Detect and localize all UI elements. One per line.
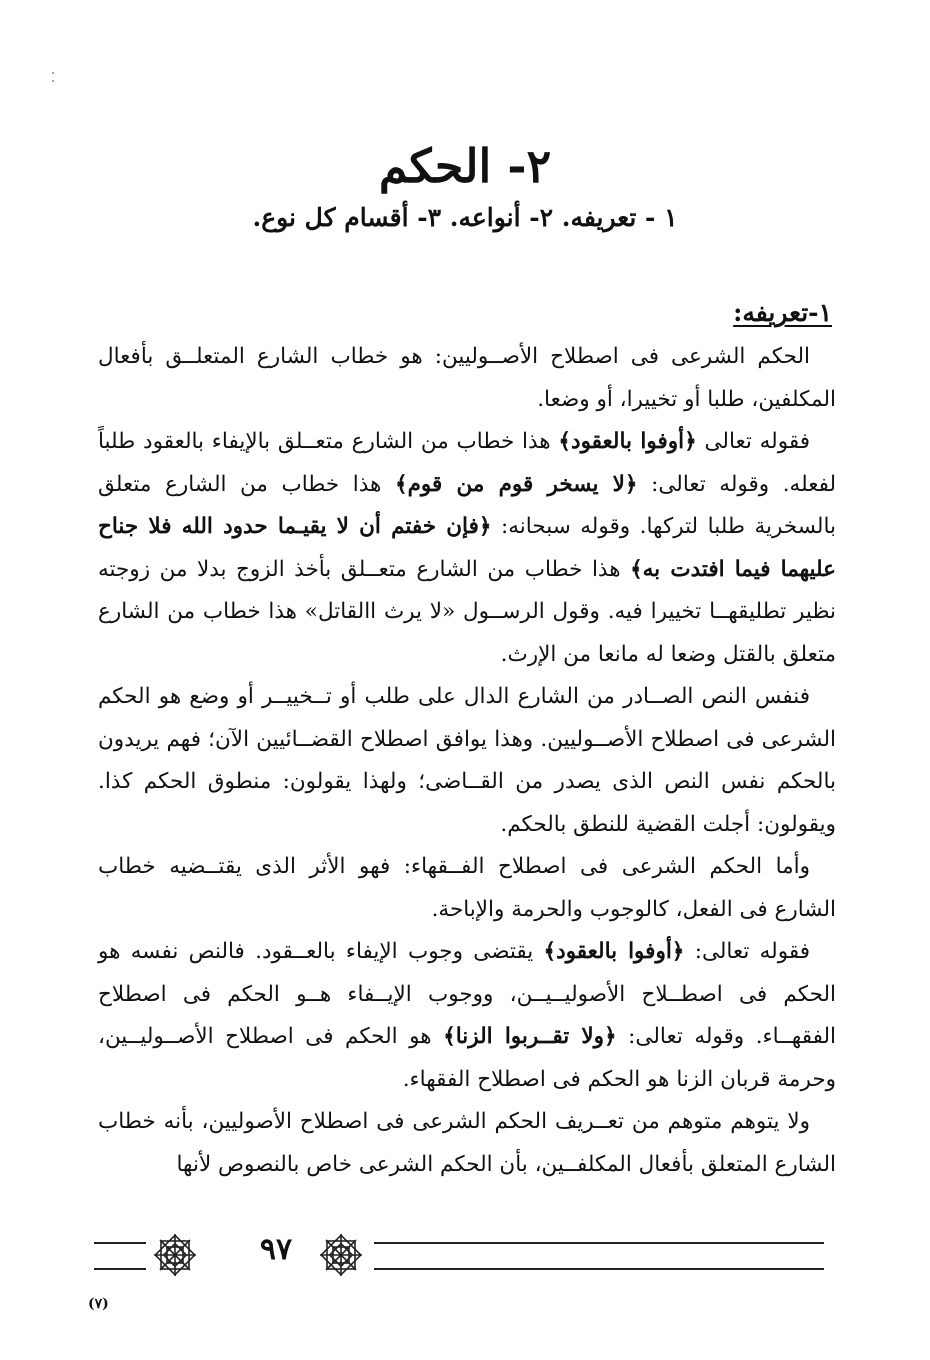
footer-rule-left-bottom	[94, 1268, 146, 1270]
paragraph	[98, 676, 836, 846]
paragraph	[98, 846, 836, 931]
star-ornament-icon	[318, 1232, 364, 1278]
scan-speck	[52, 80, 54, 82]
quranic-verse: ﴿لا يسخر قوم من قوم﴾	[394, 471, 638, 497]
footer-rule-right-bottom	[374, 1268, 824, 1270]
text-run: يقتضى وجوب الإيفاء بالعــقود. فالنص نفسه هو الحكم فى اصطــلاح الأصوليــيــن، ووجوب الإيــفاء هــو الحكم فى اصطلاح الفقهــاء. وقوله تعالى:	[98, 939, 836, 1049]
text-run: فنفس النص الصــادر من الشارع الدال على طلب أو تــخييــر أو وضع هو الحكم الشرعى فى اصطلاح الأصــوليين. وهذا يوافق اصطلاح القضــائيين الآن؛ فهم يريدون بالحكم نفس النص الذى يصدر من القــاضى؛ ولهذا يقولون: منطوق الحكم كذا. ويقولون: أجلت القضية للنطق بالحكم.	[98, 684, 836, 837]
star-ornament-icon	[152, 1232, 198, 1278]
section-heading: ١-تعريفه:	[733, 298, 832, 327]
paragraph	[98, 421, 836, 676]
body-text	[98, 336, 836, 1186]
text-run: الحكم الشرعى فى اصطلاح الأصــوليين: هو خطاب الشارع المتعلــق بأفعال المكلفين، طلبا أو تخييرا، أو وضعا.	[98, 344, 836, 412]
text-run: هذا خطاب من الشارع متعــلق بأخذ الزوج بدلا من زوجته نظير تطليقهــا تخييرا فيه. وقول الرســول «لا يرث االقاتل» هذا خطاب من الشارع متعلق بالقتل وضعا له مانعا من الإرث.	[98, 556, 836, 667]
footer-rule-right-top	[374, 1242, 824, 1244]
text-run: ولا يتوهم متوهم من تعــريف الحكم الشرعى فى اصطلاح الأصوليين، بأنه خطاب الشارع المتعلق بأفعال المكلفــين، بأن الحكم الشرعى خاص بالنصوص لأنها	[98, 1109, 836, 1177]
footer-rule-left-top	[94, 1242, 146, 1244]
chapter-title: ٢- الحكم	[378, 139, 552, 193]
text-run: هذا خطاب من الشارع متعــلق بالإيفاء بالعقود طلباً لفعله. وقوله تعالى:	[98, 429, 837, 497]
quranic-verse: ﴿ولا تقــربوا الزنا﴾	[443, 1024, 617, 1049]
text-run: هذا خطاب من الشارع متعلق بالسخرية طلبا لتركها. وقوله سبحانه:	[98, 471, 836, 539]
text-run: فقوله تعالى:	[684, 939, 810, 964]
text-run: وأما الحكم الشرعى فى اصطلاح الفــقهاء: فهو الأثر الذى يقتــضيه خطاب الشارع فى الفعل، كالوجوب والحرمة والإباحة.	[98, 854, 836, 922]
paragraph	[98, 931, 836, 1101]
scan-speck	[52, 72, 54, 74]
text-run: هو الحكم فى اصطلاح الأصــوليــين، وحرمة قربان الزنا هو الحكم فى اصطلاح الفقهاء.	[98, 1024, 836, 1092]
signature-mark: (٧)	[88, 1296, 109, 1312]
quranic-verse: ﴿أوفوا بالعقود﴾	[543, 939, 685, 964]
paragraph	[98, 1101, 836, 1186]
quranic-verse: ﴿فإن خفتم أن لا يقيـما حدود الله فلا جناح عليهما فيما افتدت به﴾	[98, 514, 836, 582]
quranic-verse: ﴿أوفوا بالعقود﴾	[558, 429, 697, 454]
paragraph	[98, 336, 836, 421]
text-run: فقوله تعالى	[696, 429, 810, 454]
page-number: ٩٧	[259, 1232, 293, 1267]
chapter-subtitle: ١ - تعريفه. ٢- أنواعه. ٣- أقسام كل نوع.	[252, 203, 678, 232]
